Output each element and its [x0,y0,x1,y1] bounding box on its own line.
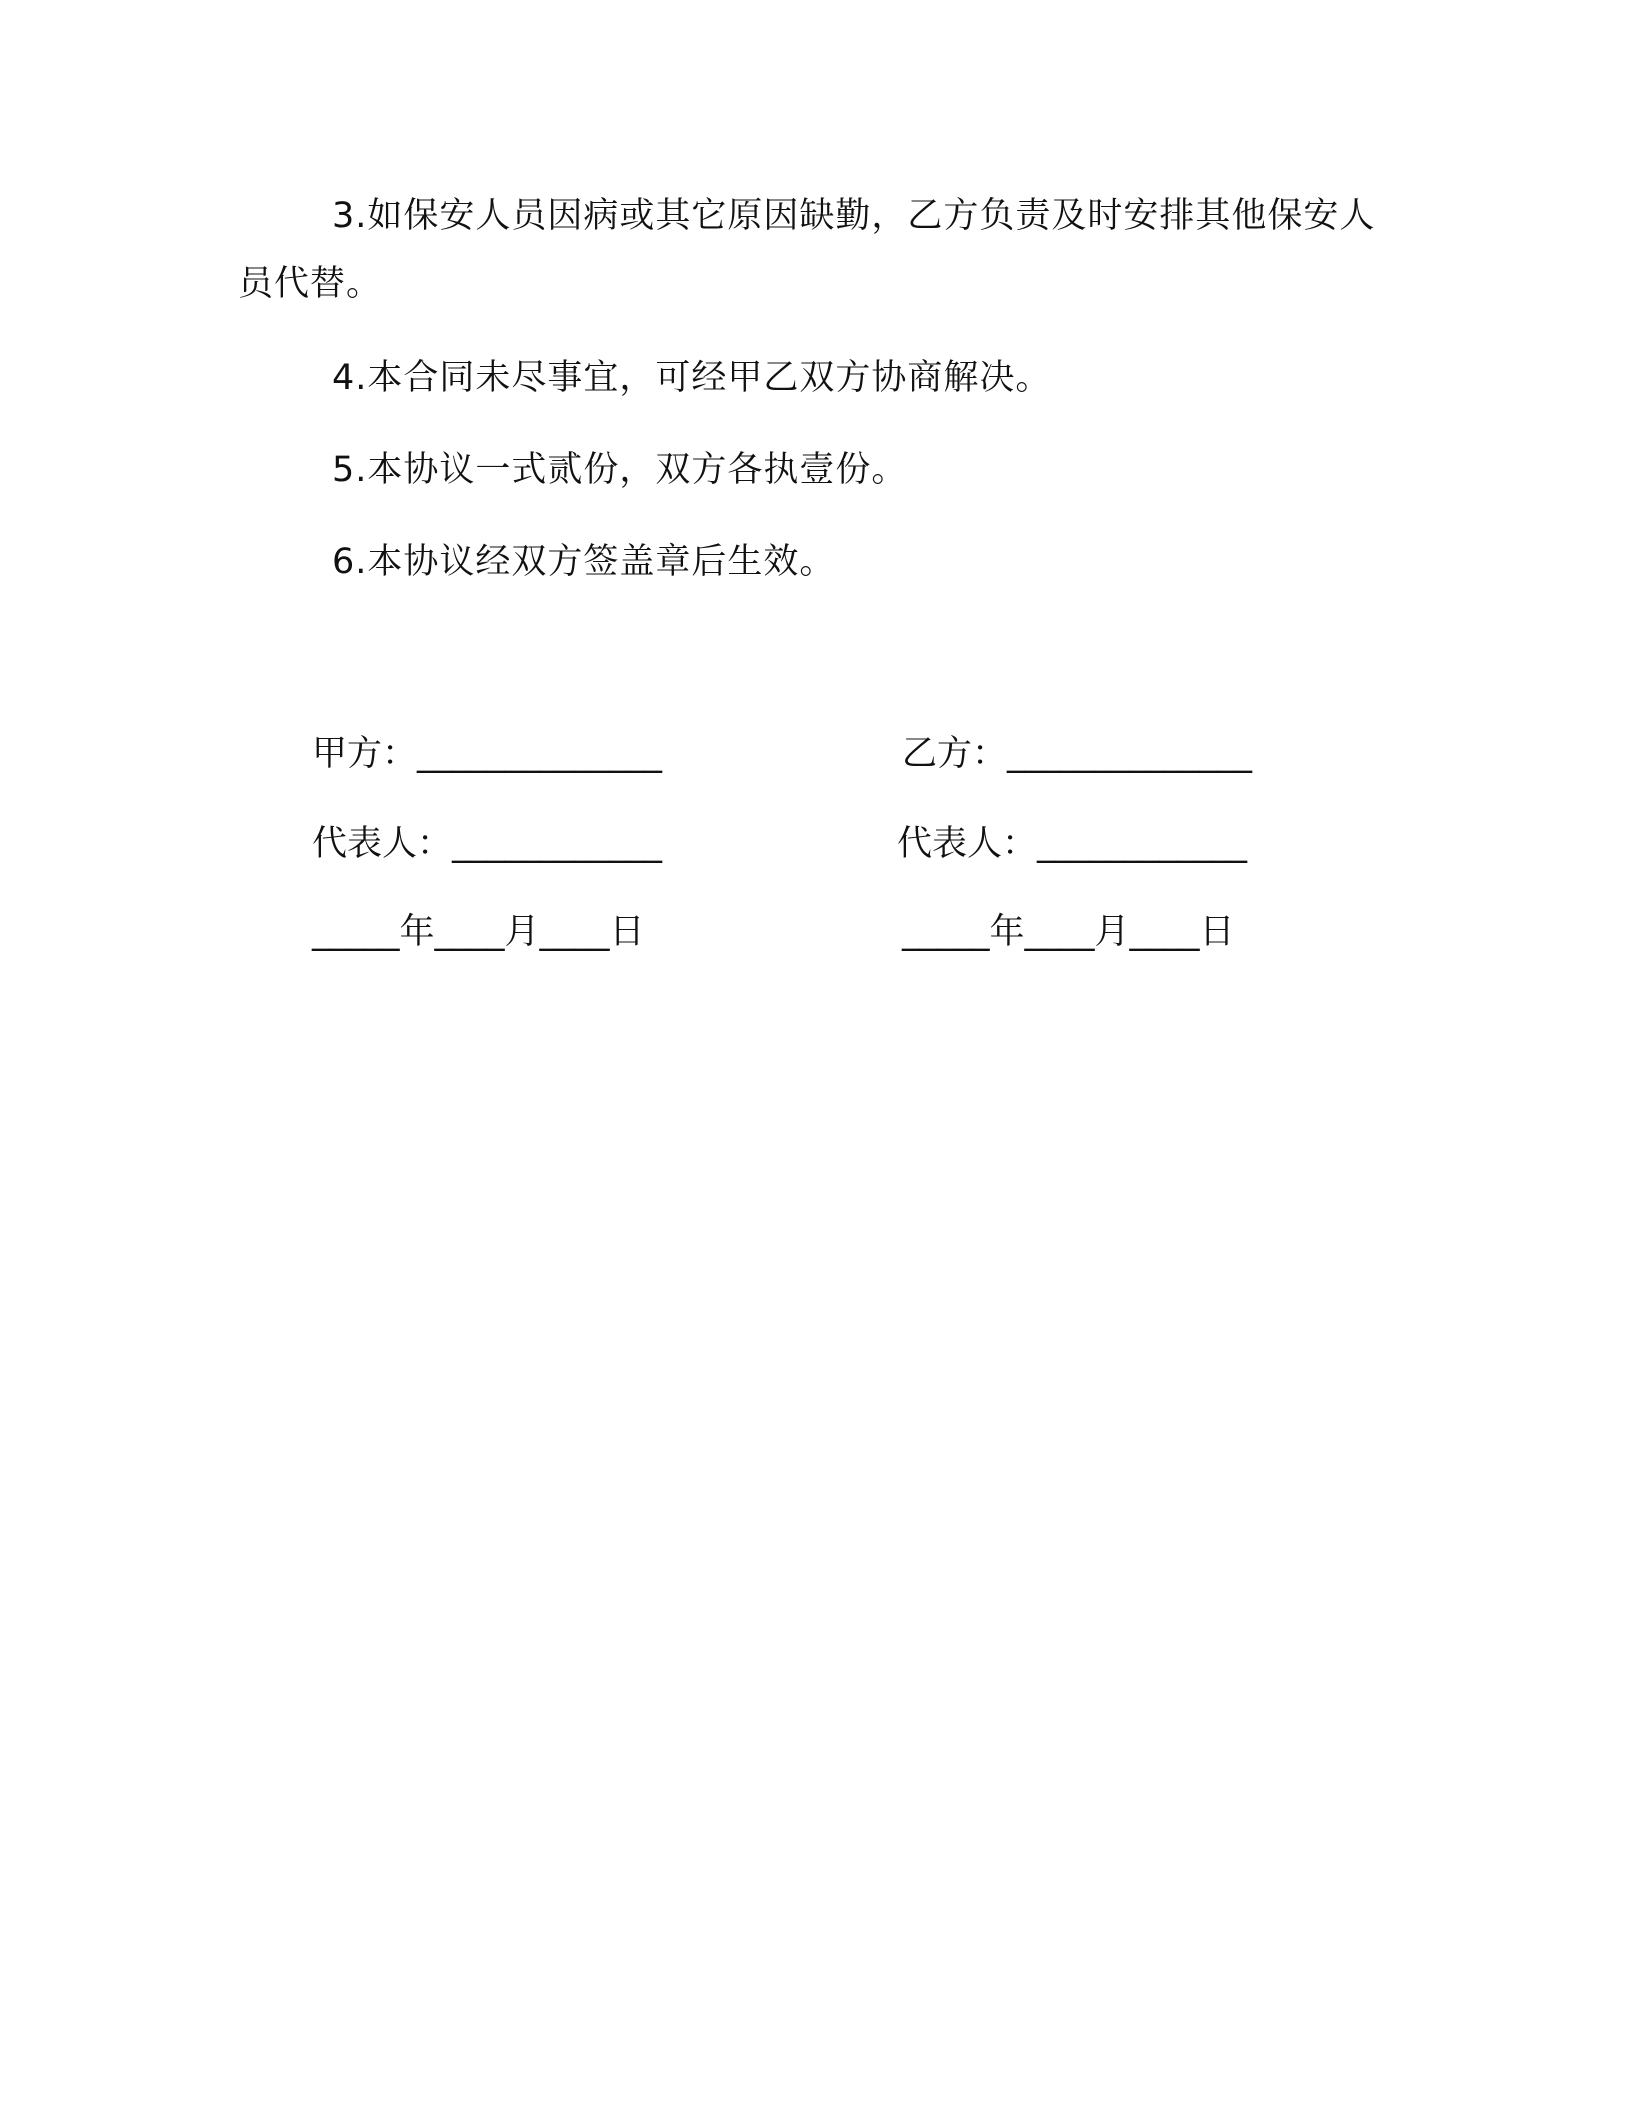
clause-5: 5.本协议一式贰份，双方各执壹份。 [332,450,908,490]
party-a-signature-line: 甲方：______________ [312,734,663,774]
party-b-signature-line: 乙方：______________ [902,734,1253,774]
party-a-date-line: _____年____月____日 [312,912,645,952]
party-b-representative-line: 代表人：____________ [897,824,1248,864]
party-b-date-line: _____年____月____日 [902,912,1235,952]
clause-4: 4.本合同未尽事宜，可经甲乙双方协商解决。 [332,358,1052,398]
clause-6: 6.本协议经双方签盖章后生效。 [332,542,836,582]
clause-3: 3.如保安人员因病或其它原因缺勤，乙方负责及时安排其他保安人员代替。 [238,196,1376,304]
party-a-representative-line: 代表人：____________ [312,824,663,864]
